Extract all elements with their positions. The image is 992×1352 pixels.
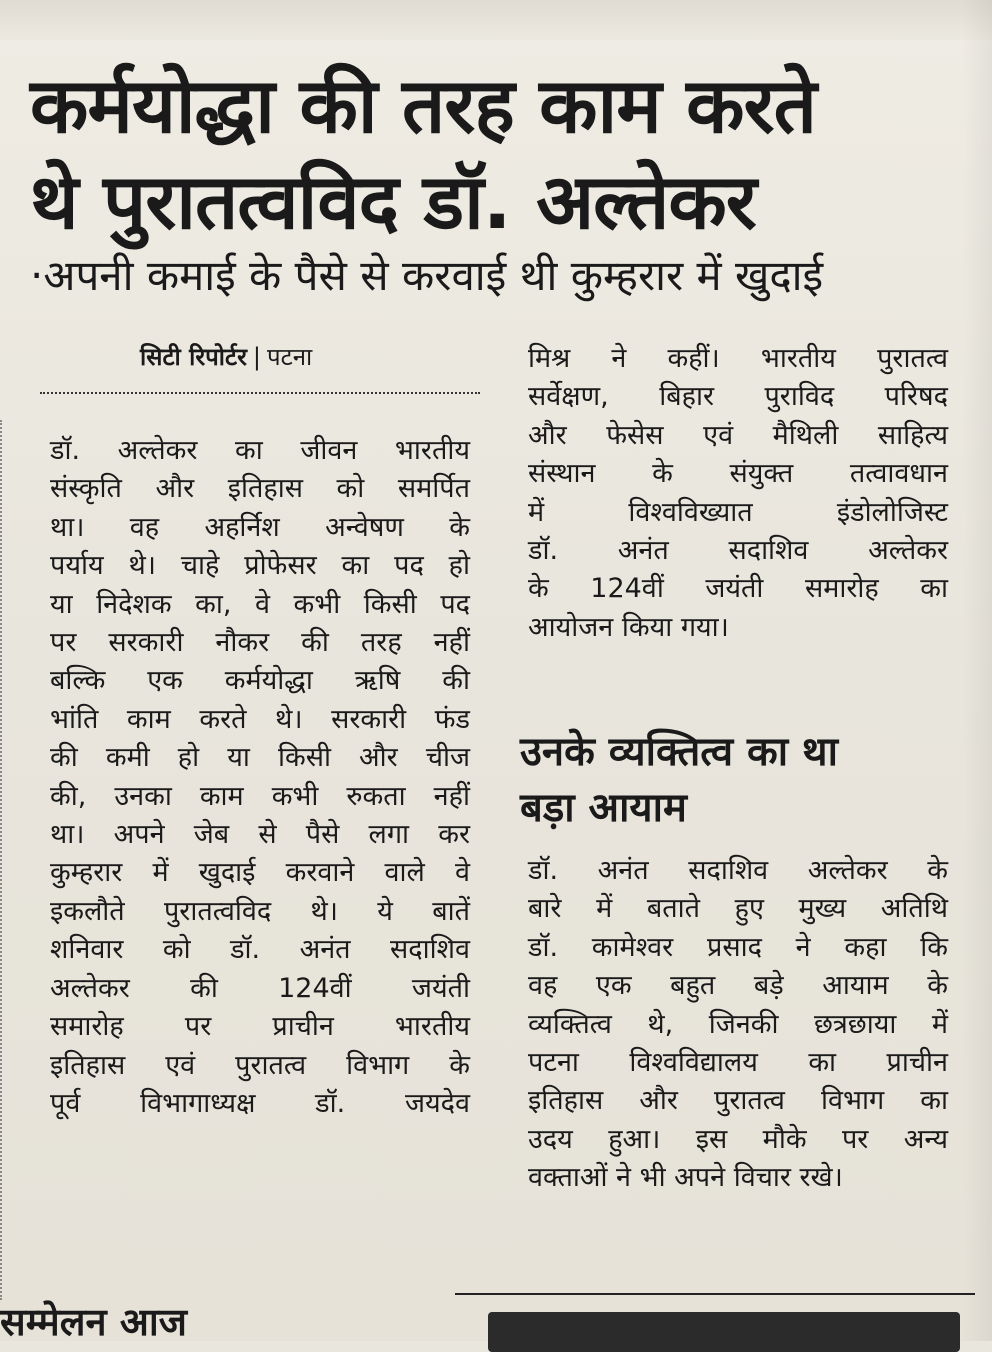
text-line: था। वह अहर्निश अन्वेषण के <box>50 511 470 543</box>
text-line: सर्वेक्षण, बिहार पुराविद परिषद <box>528 381 948 413</box>
text-line: या निदेशक का, वे कभी किसी पद <box>50 588 470 620</box>
text-line: डॉ. अल्तेकर का जीवन भारतीय <box>50 435 470 466</box>
section-heading <box>520 724 940 836</box>
text-line: इकलौते पुरातत्वविद थे। ये बातें <box>50 895 470 927</box>
text-line: व्यक्तित्व थे, जिनकी छत्रछाया में <box>528 1008 948 1040</box>
text-line: में विश्वविख्यात इंडोलोजिस्ट <box>528 496 948 528</box>
right-column-bottom <box>528 852 948 1198</box>
article-subheading: ·अपनी कमाई के पैसे से करवाई थी कुम्हरार में खुदाई <box>30 251 824 300</box>
section-heading-line-1: उनके व्यक्तित्व का था <box>520 729 838 775</box>
text-line: डॉ. अनंत सदाशिव अल्तेकर <box>528 535 948 567</box>
next-article-banner <box>488 1312 960 1352</box>
text-line: के 124वीं जयंती समारोह का <box>528 573 948 605</box>
text-line: अल्तेकर की 124वीं जयंती <box>50 972 470 1004</box>
byline-reporter: सिटी रिपोर्टर <box>140 343 247 371</box>
text-line: पूर्व विभागाध्यक्ष डॉ. जयदेव <box>50 1087 470 1119</box>
article-headline <box>30 58 960 250</box>
text-line: की कमी हो या किसी और चीज <box>50 742 470 774</box>
headline-line-2: थे पुरातत्वविद डॉ. अल्तेकर <box>30 157 756 246</box>
right-column-top <box>528 340 948 647</box>
text-line: आयोजन किया गया। <box>528 611 729 643</box>
left-column <box>50 432 470 1123</box>
text-line: पर सरकारी नौकर की तरह नहीं <box>50 627 470 659</box>
text-line: कुम्हरार में खुदाई करवाने वाले वे <box>50 857 470 889</box>
byline-dotted-rule <box>40 392 480 394</box>
next-article-heading: सम्मेलन आज <box>0 1300 187 1344</box>
bleed-through-strip <box>0 0 992 40</box>
text-line: पटना विश्वविद्यालय का प्राचीन <box>528 1047 948 1079</box>
text-line: शनिवार को डॉ. अनंत सदाशिव <box>50 934 470 966</box>
headline-line-1: कर्मयोद्धा की तरह काम करते <box>30 61 816 150</box>
text-line: इतिहास और पुरातत्व विभाग का <box>528 1085 948 1117</box>
text-line: बल्कि एक कर्मयोद्धा ऋषि की <box>50 665 470 697</box>
text-line: बारे में बताते हुए मुख्य अतिथि <box>528 893 948 925</box>
text-line: था। अपने जेब से पैसे लगा कर <box>50 819 470 851</box>
page-edge-shadow <box>962 0 992 1341</box>
text-line: संस्कृति और इतिहास को समर्पित <box>50 473 470 505</box>
text-line: वक्ताओं ने भी अपने विचार रखे। <box>528 1162 843 1194</box>
text-line: इतिहास एवं पुरातत्व विभाग के <box>50 1049 470 1081</box>
section-divider <box>455 1293 975 1295</box>
section-heading-line-2: बड़ा आयाम <box>520 785 687 831</box>
byline-city: पटना <box>267 343 313 371</box>
text-line: डॉ. कामेश्वर प्रसाद ने कहा कि <box>528 931 948 963</box>
byline <box>140 340 480 373</box>
text-line: वह एक बहुत बड़े आयाम के <box>528 970 948 1002</box>
text-line: उदय हुआ। इस मौके पर अन्य <box>528 1123 948 1155</box>
column-rule-left <box>0 420 8 1300</box>
text-line: मिश्र ने कहीं। भारतीय पुरातत्व <box>528 343 948 374</box>
text-line: डॉ. अनंत सदाशिव अल्तेकर के <box>528 855 948 886</box>
text-line: और फेसेस एवं मैथिली साहित्य <box>528 419 948 451</box>
text-line: पर्याय थे। चाहे प्रोफेसर का पद हो <box>50 550 470 582</box>
byline-separator: | <box>252 343 261 371</box>
text-line: भांति काम करते थे। सरकारी फंड <box>50 703 470 735</box>
text-line: संस्थान के संयुक्त तत्वावधान <box>528 458 948 490</box>
text-line: समारोह पर प्राचीन भारतीय <box>50 1011 470 1043</box>
text-line: की, उनका काम कभी रुकता नहीं <box>50 780 470 812</box>
